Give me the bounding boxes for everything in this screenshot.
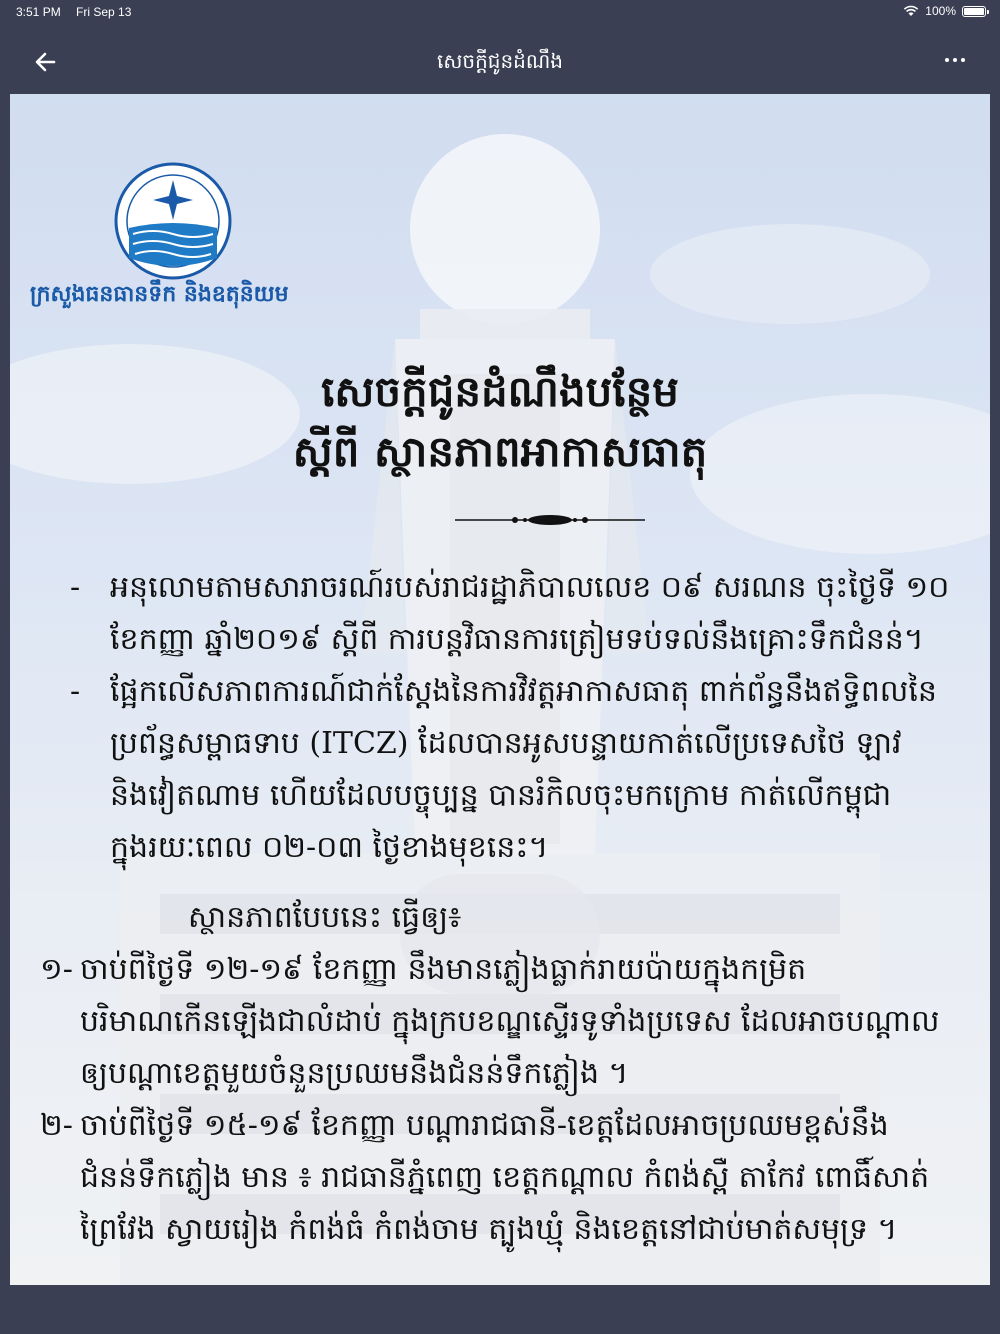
wifi-icon (903, 5, 919, 17)
item-number: ១- (40, 952, 73, 987)
paragraph-2-text: ផ្អែកលើសភាពការណ៍ជាក់ស្តែងនៃការវិវត្តអាកាសធាតុ ពាក់ព័ន្ធនឹងឥទ្ធិពលនៃប្រព័ន្ធសម្ពាធទាប (ITCZ) ដែលបានអូសបន្ទាយកាត់លើប្រទេសថៃ ឡាវ និងវៀតណាម ហើយដែលបច្ចុប្បន្ន បានរំកិលចុះមកក្រោម កាត់លើកម្ពុជា ក្នុងរយៈពេល ០២-០៣ ថ្ងៃខាងមុខនេះ។ (110, 674, 937, 865)
notice-title-line-2: ស្តីពី ស្ថានភាពអាកាសធាតុ (292, 427, 708, 476)
page-title: សេចក្តីជូនដំណឹង (437, 49, 563, 73)
status-time: 3:51 PM (16, 5, 61, 19)
notice-title (210, 362, 790, 482)
item-2-text: ចាប់ពីថ្ងៃទី ១៥-១៩ ខែកញ្ញា បណ្តារាជធានី-ខេត្តដែលអាចប្រឈមខ្ពស់នឹងជំនន់ទឹកភ្លៀង មាន ៖ រាជធានីភ្នំពេញ ខេត្តកណ្តាល កំពង់ស្ពឺ តាកែវ ពោធិ៍សាត់ ព្រៃវែង ស្វាយរៀង កំពង់ធំ កំពង់ចាម ត្បូងឃ្មុំ និងខេត្តនៅជាប់មាត់សមុទ្រ ។ (80, 1108, 930, 1247)
numbered-item-2 (40, 1100, 940, 1256)
status-date: Fri Sep 13 (76, 5, 132, 19)
notice-image (10, 94, 990, 1285)
numbered-item-1 (40, 944, 940, 1100)
battery-percent: 100% (925, 4, 956, 18)
ministry-name: ក្រសួងធនធានទឹក និងឧតុនិយម (30, 282, 289, 307)
battery-icon (962, 6, 986, 17)
paragraph-1 (70, 562, 950, 666)
status-bar (0, 0, 1000, 24)
divider-ornament (455, 512, 645, 528)
paragraph-2 (70, 666, 950, 874)
paragraph-1-text: អនុលោមតាមសារាចរណ៍របស់រាជរដ្ឋាភិបាលលេខ ០៩ សរណន ចុះថ្ងៃទី ១០ ខែកញ្ញា ឆ្នាំ២០១៩ ស្តីពី ការបន្តវិធានការត្រៀមទប់ទល់នឹងគ្រោះទឹកជំនន់។ (110, 570, 950, 657)
more-options-icon[interactable] (942, 48, 968, 72)
ministry-logo (113, 162, 233, 280)
nav-bar (0, 24, 1000, 94)
bullet-dash: - (70, 570, 81, 605)
item-1-text: ចាប់ពីថ្ងៃទី ១២-១៩ ខែកញ្ញា នឹងមានភ្លៀងធ្លាក់រាយប៉ាយក្នុងកម្រិតបរិមាណកើនឡើងជាលំដាប់ ក្នុងក្របខណ្ឌស្ទើរទូទាំងប្រទេស ដែលអាចបណ្តាលឲ្យបណ្តាខេត្តមួយចំនួនប្រឈមនឹងជំនន់ទឹកភ្លៀង ។ (80, 952, 940, 1091)
notice-title-line-1: សេចក្តីជូនដំណឹងបន្ថែម (321, 367, 679, 416)
item-number: ២- (40, 1108, 73, 1143)
bullet-dash: - (70, 674, 81, 709)
situation-label: ស្ថានភាពបែបនេះ ធ្វើឲ្យ៖ (188, 900, 462, 935)
